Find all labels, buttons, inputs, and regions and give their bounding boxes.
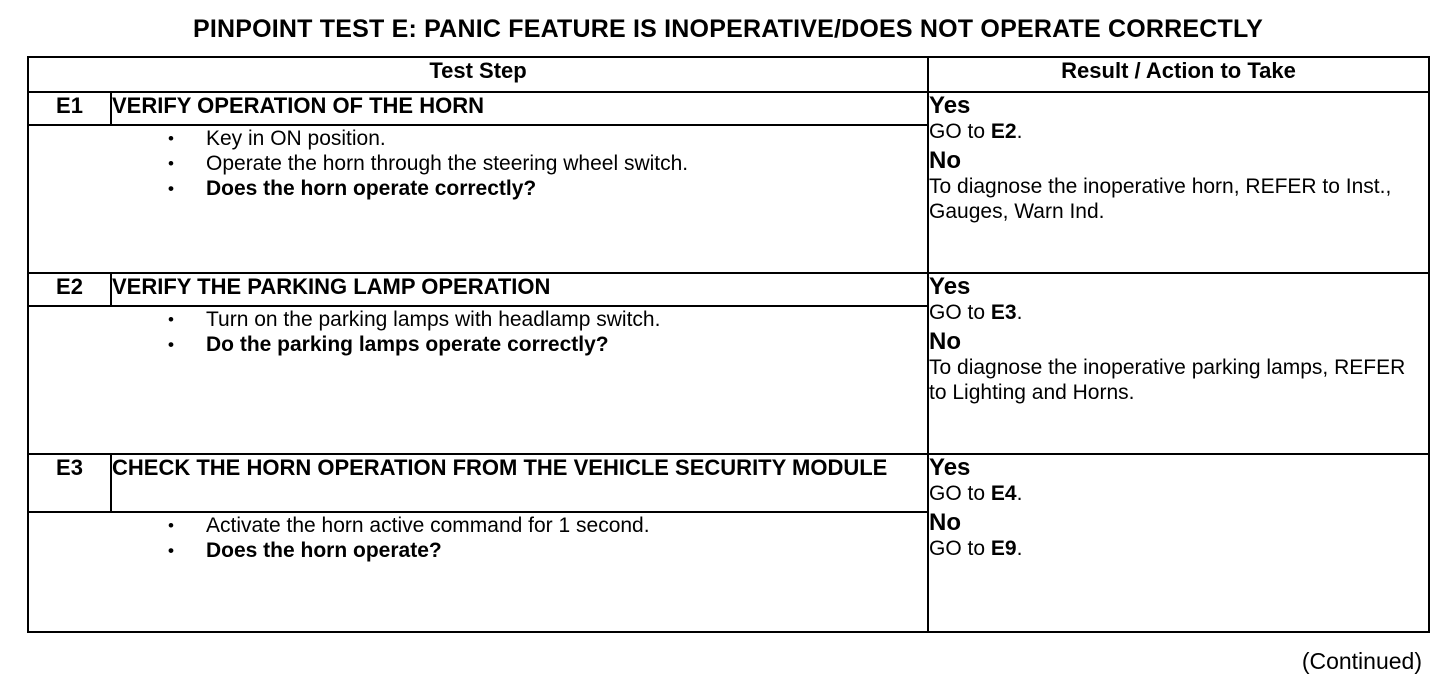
yes-action-end: . [1016, 301, 1023, 324]
step-heading [111, 454, 928, 512]
step-bullet-list [111, 126, 927, 201]
yes-action-text: GO to [929, 482, 991, 505]
no-action-end: . [1016, 537, 1023, 560]
step-heading-text: VERIFY THE PARKING LAMP OPERATION [112, 274, 551, 299]
step-bullet-list [111, 513, 927, 563]
yes-step-ref: E2 [990, 120, 1017, 143]
result-yes [929, 93, 1428, 144]
header-test-step: Test Step [28, 57, 928, 92]
yes-action [929, 481, 1428, 506]
no-label: No [929, 509, 962, 536]
step-instruction: • Turn on the parking lamps with headlamp switch. [206, 307, 927, 332]
yes-step-ref: E4 [990, 482, 1017, 505]
step-question: • Do the parking lamps operate correctly? [206, 332, 927, 357]
step-bullet-list [111, 307, 927, 357]
step-id-text: E2 [56, 274, 83, 299]
step-body [111, 125, 928, 273]
result-yes [929, 455, 1428, 506]
continued-label: (Continued) [1301, 648, 1422, 674]
result-yes [929, 274, 1428, 325]
step-heading-text: CHECK THE HORN OPERATION FROM THE VEHICLE SECURITY MODULE [112, 455, 888, 480]
no-action [929, 355, 1428, 405]
yes-label: Yes [929, 454, 971, 481]
step-heading-row [28, 273, 1429, 306]
yes-action-text: GO to [929, 120, 991, 143]
no-step-ref: E9 [990, 537, 1017, 560]
no-action [929, 174, 1428, 224]
no-action-text: GO to [929, 537, 991, 560]
step-result [928, 92, 1429, 273]
steps-body [28, 92, 1429, 632]
yes-label: Yes [929, 273, 971, 300]
no-action-text: To diagnose the inoperative parking lamps, REFER to Lighting and Horns. [929, 356, 1406, 404]
yes-action-end: . [1016, 120, 1023, 143]
step-heading [111, 273, 928, 306]
result-no [929, 510, 1428, 561]
no-action-text: To diagnose the inoperative horn, REFER to Inst., Gauges, Warn Ind. [929, 175, 1392, 223]
step-id [28, 273, 111, 306]
step-instruction: • Key in ON position. [206, 126, 927, 151]
step-body [111, 306, 928, 454]
yes-action [929, 300, 1428, 325]
yes-action [929, 119, 1428, 144]
yes-action-end: . [1016, 482, 1023, 505]
step-body [111, 512, 928, 632]
step-heading [111, 92, 928, 125]
no-label: No [929, 147, 962, 174]
result-no [929, 329, 1428, 405]
pinpoint-test-table [27, 56, 1430, 633]
no-action [929, 536, 1428, 561]
no-label: No [929, 328, 962, 355]
page-title: PINPOINT TEST E: PANIC FEATURE IS INOPERATIVE/DOES NOT OPERATE CORRECTLY [192, 15, 1264, 43]
step-instruction: • Operate the horn through the steering wheel switch. [206, 151, 927, 176]
step-id-spacer [28, 306, 111, 454]
table-header-row [28, 57, 1429, 92]
step-id-spacer [28, 125, 111, 273]
step-result [928, 454, 1429, 632]
step-question: • Does the horn operate correctly? [206, 176, 927, 201]
step-id-spacer [28, 512, 111, 632]
header-result-action: Result / Action to Take [928, 57, 1429, 92]
yes-action-text: GO to [929, 301, 991, 324]
step-id-text: E3 [56, 455, 83, 480]
step-instruction: • Activate the horn active command for 1 second. [206, 513, 927, 538]
result-no [929, 148, 1428, 224]
yes-label: Yes [929, 92, 971, 119]
step-id [28, 92, 111, 125]
step-result [928, 273, 1429, 454]
step-heading-text: VERIFY OPERATION OF THE HORN [112, 93, 484, 118]
step-question: • Does the horn operate? [206, 538, 927, 563]
step-id [28, 454, 111, 512]
step-id-text: E1 [56, 93, 83, 118]
step-heading-row [28, 92, 1429, 125]
yes-step-ref: E3 [990, 301, 1017, 324]
step-heading-row [28, 454, 1429, 512]
